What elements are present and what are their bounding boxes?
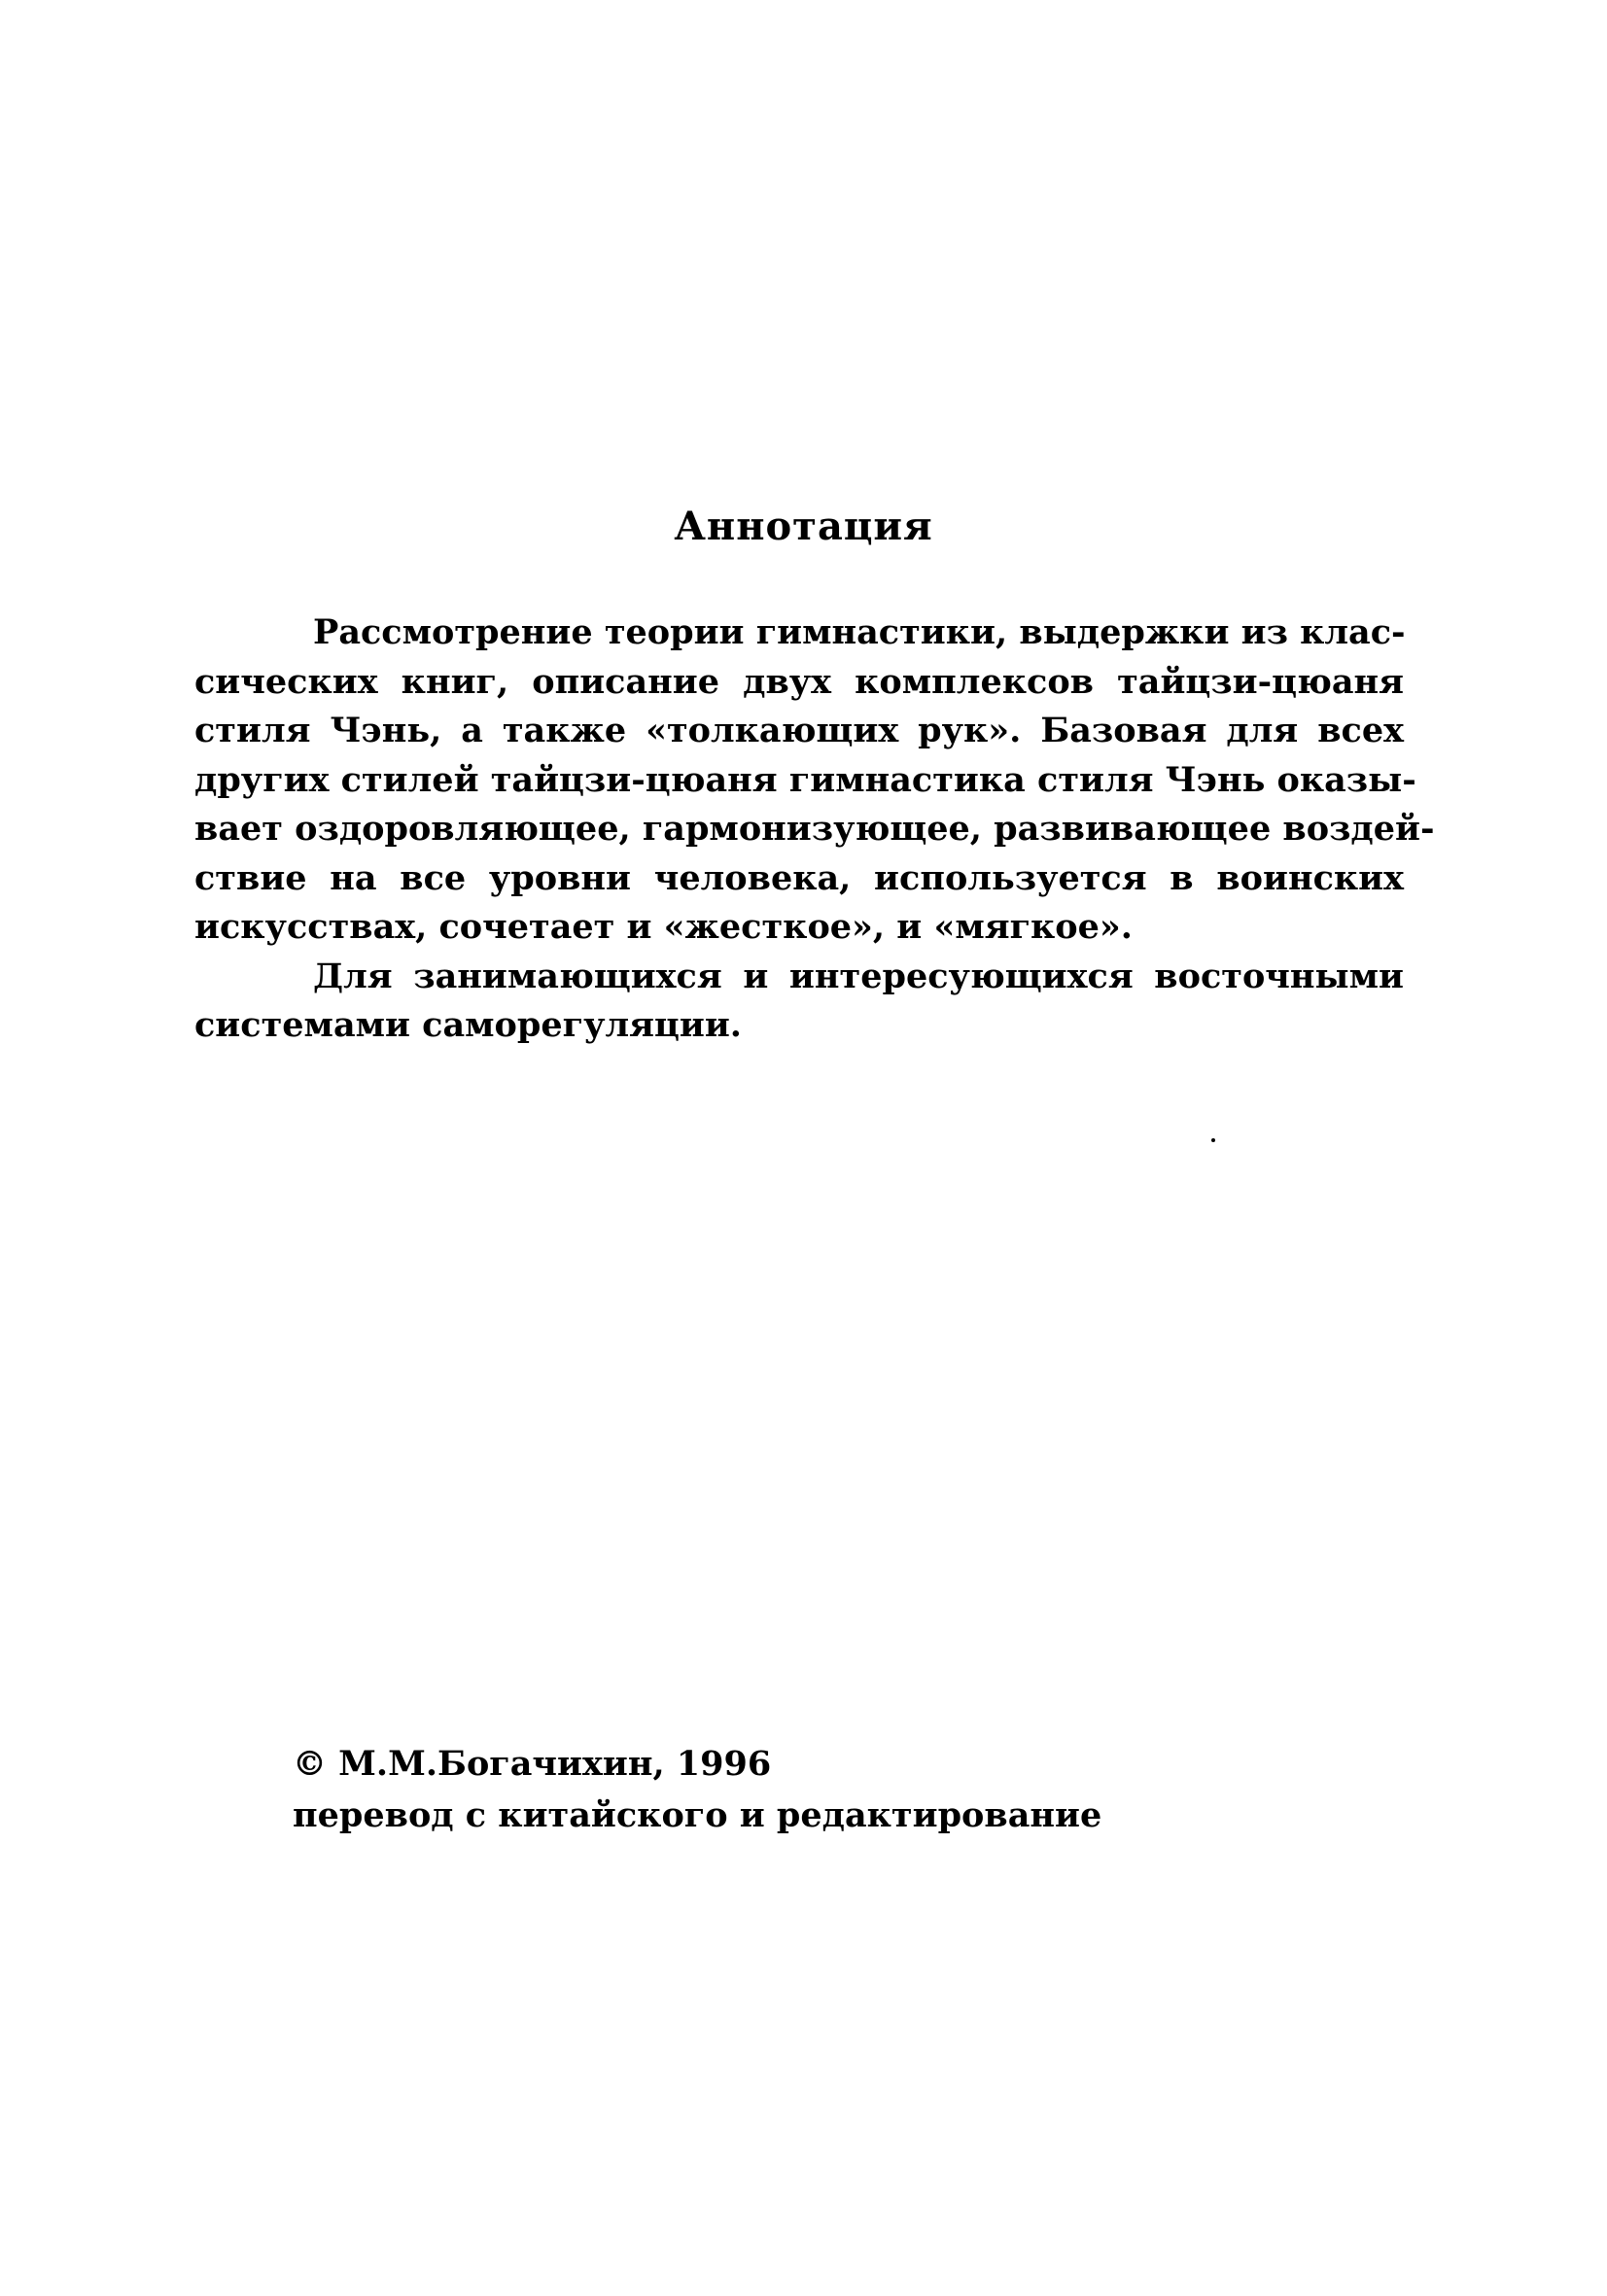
annotation-line: Рассмотрение теории гимнастики, выдержки из клас-: [313, 612, 1406, 652]
annotation-line: ствие на все уровни человека, используется в воинских: [194, 857, 1404, 898]
annotation-line: других стилей тайцзи-цюаня гимнастика стиля Чэнь оказы-: [194, 759, 1416, 800]
copyright-line: © М.М.Богачихин, 1996: [293, 1744, 772, 1784]
annotation-body: [194, 609, 1435, 1051]
page-title: Аннотация: [674, 504, 933, 549]
annotation-line: стиля Чэнь, а также «толкающих рук». Базовая для всех: [194, 711, 1404, 750]
audience-line: системами саморегуляции.: [194, 1005, 742, 1045]
stray-dot: [1211, 1138, 1215, 1142]
audience-line: Для занимающихся и интересующихся восточными: [313, 956, 1404, 996]
copyright-block: [293, 1738, 1101, 1841]
annotation-line: вает оздоровляющее, гармонизующее, развивающее воздей-: [194, 809, 1435, 849]
annotation-line: сических книг, описание двух комплексов тайцзи-цюаня: [194, 661, 1404, 702]
translation-credit: перевод с китайского и редактирование: [293, 1795, 1102, 1835]
annotation-line: искусствах, сочетает и «жесткое», и «мягкое».: [194, 907, 1133, 947]
